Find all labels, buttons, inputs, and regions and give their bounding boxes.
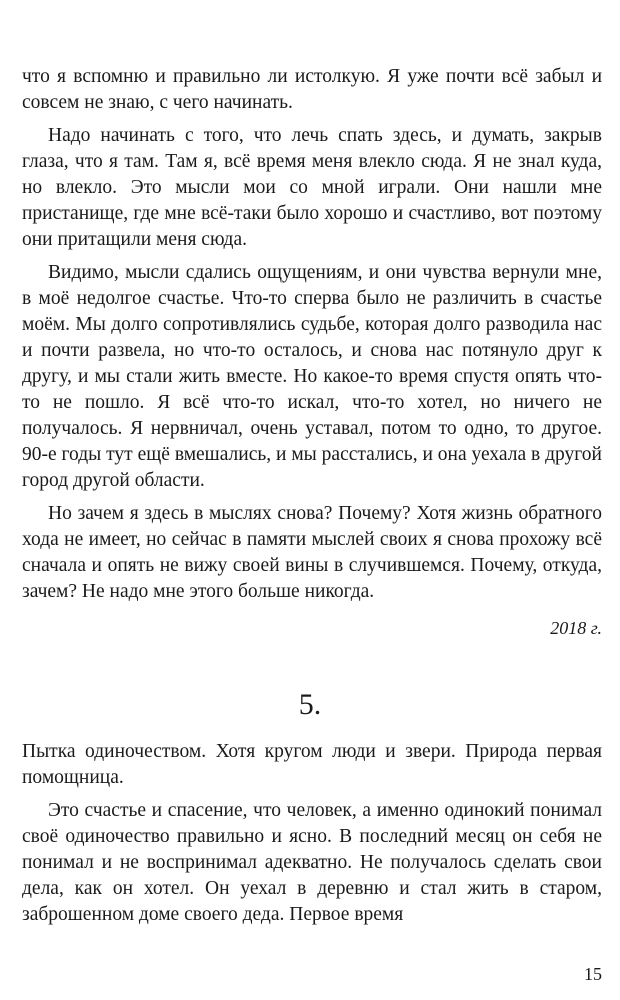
section-heading: 5. [298, 688, 322, 721]
paragraph: Это счастье и спасение, что человек, а именно одинокий понимал своё одиночество правильно и ясно. В последний месяц он себя не понимал и не воспринимал адекватно. Не получалось сделать свои дела, как он хотел. Он уехал в деревню и стал жить в старом, заброшенном доме своего деда. Первое время [22, 800, 602, 925]
paragraph: Но зачем я здесь в мыслях снова? Почему? Хотя жизнь обратного хода не имеет, но сейчас в памяти мыслей своих я снова прохожу всё сначала и опять не вижу своей вины в случившемся. Почему, откуда, зачем? Не надо мне этого больше никогда. [22, 503, 602, 602]
text-block-top [22, 64, 602, 612]
page-number: 15 [584, 964, 602, 984]
date-signature: 2018 г. [550, 618, 602, 638]
paragraph: Пытка одиночеством. Хотя кругом люди и звери. Природа первая помощница. [22, 741, 602, 788]
paragraph: Видимо, мысли сдались ощущениям, и они чувства вернули мне, в моё недолгое счастье. Что-то сперва было не различить в счастье моём. Мы долго сопротивлялись судьбе, которая долго разводила нас и почти развела, но что-то осталось, и снова нас потянуло друг к другу, и мы стали жить вместе. Но какое-то время спустя опять что-то не пошло. Я всё что-то искал, что-то хотел, но ничего не получалось. Я нервничал, очень уставал, потом то одно, то другое. 90-е годы тут ещё вмешались, и мы расстались, и она уехала в другой город другой области. [22, 262, 602, 491]
paragraph: Надо начинать с того, что лечь спать здесь, и думать, закрыв глаза, что я там. Там я, всё время меня влекло сюда. Я не знал куда, но влекло. Это мысли мои со мной играли. Они нашли мне пристанище, где мне всё-таки было хорошо и счастливо, вот поэтому они притащили меня сюда. [22, 125, 602, 250]
text-block-bottom [22, 739, 602, 935]
paragraph-continuation: что я вспомню и правильно ли истолкую. Я уже почти всё забыл и совсем не знаю, с чего начинать. [22, 66, 602, 113]
